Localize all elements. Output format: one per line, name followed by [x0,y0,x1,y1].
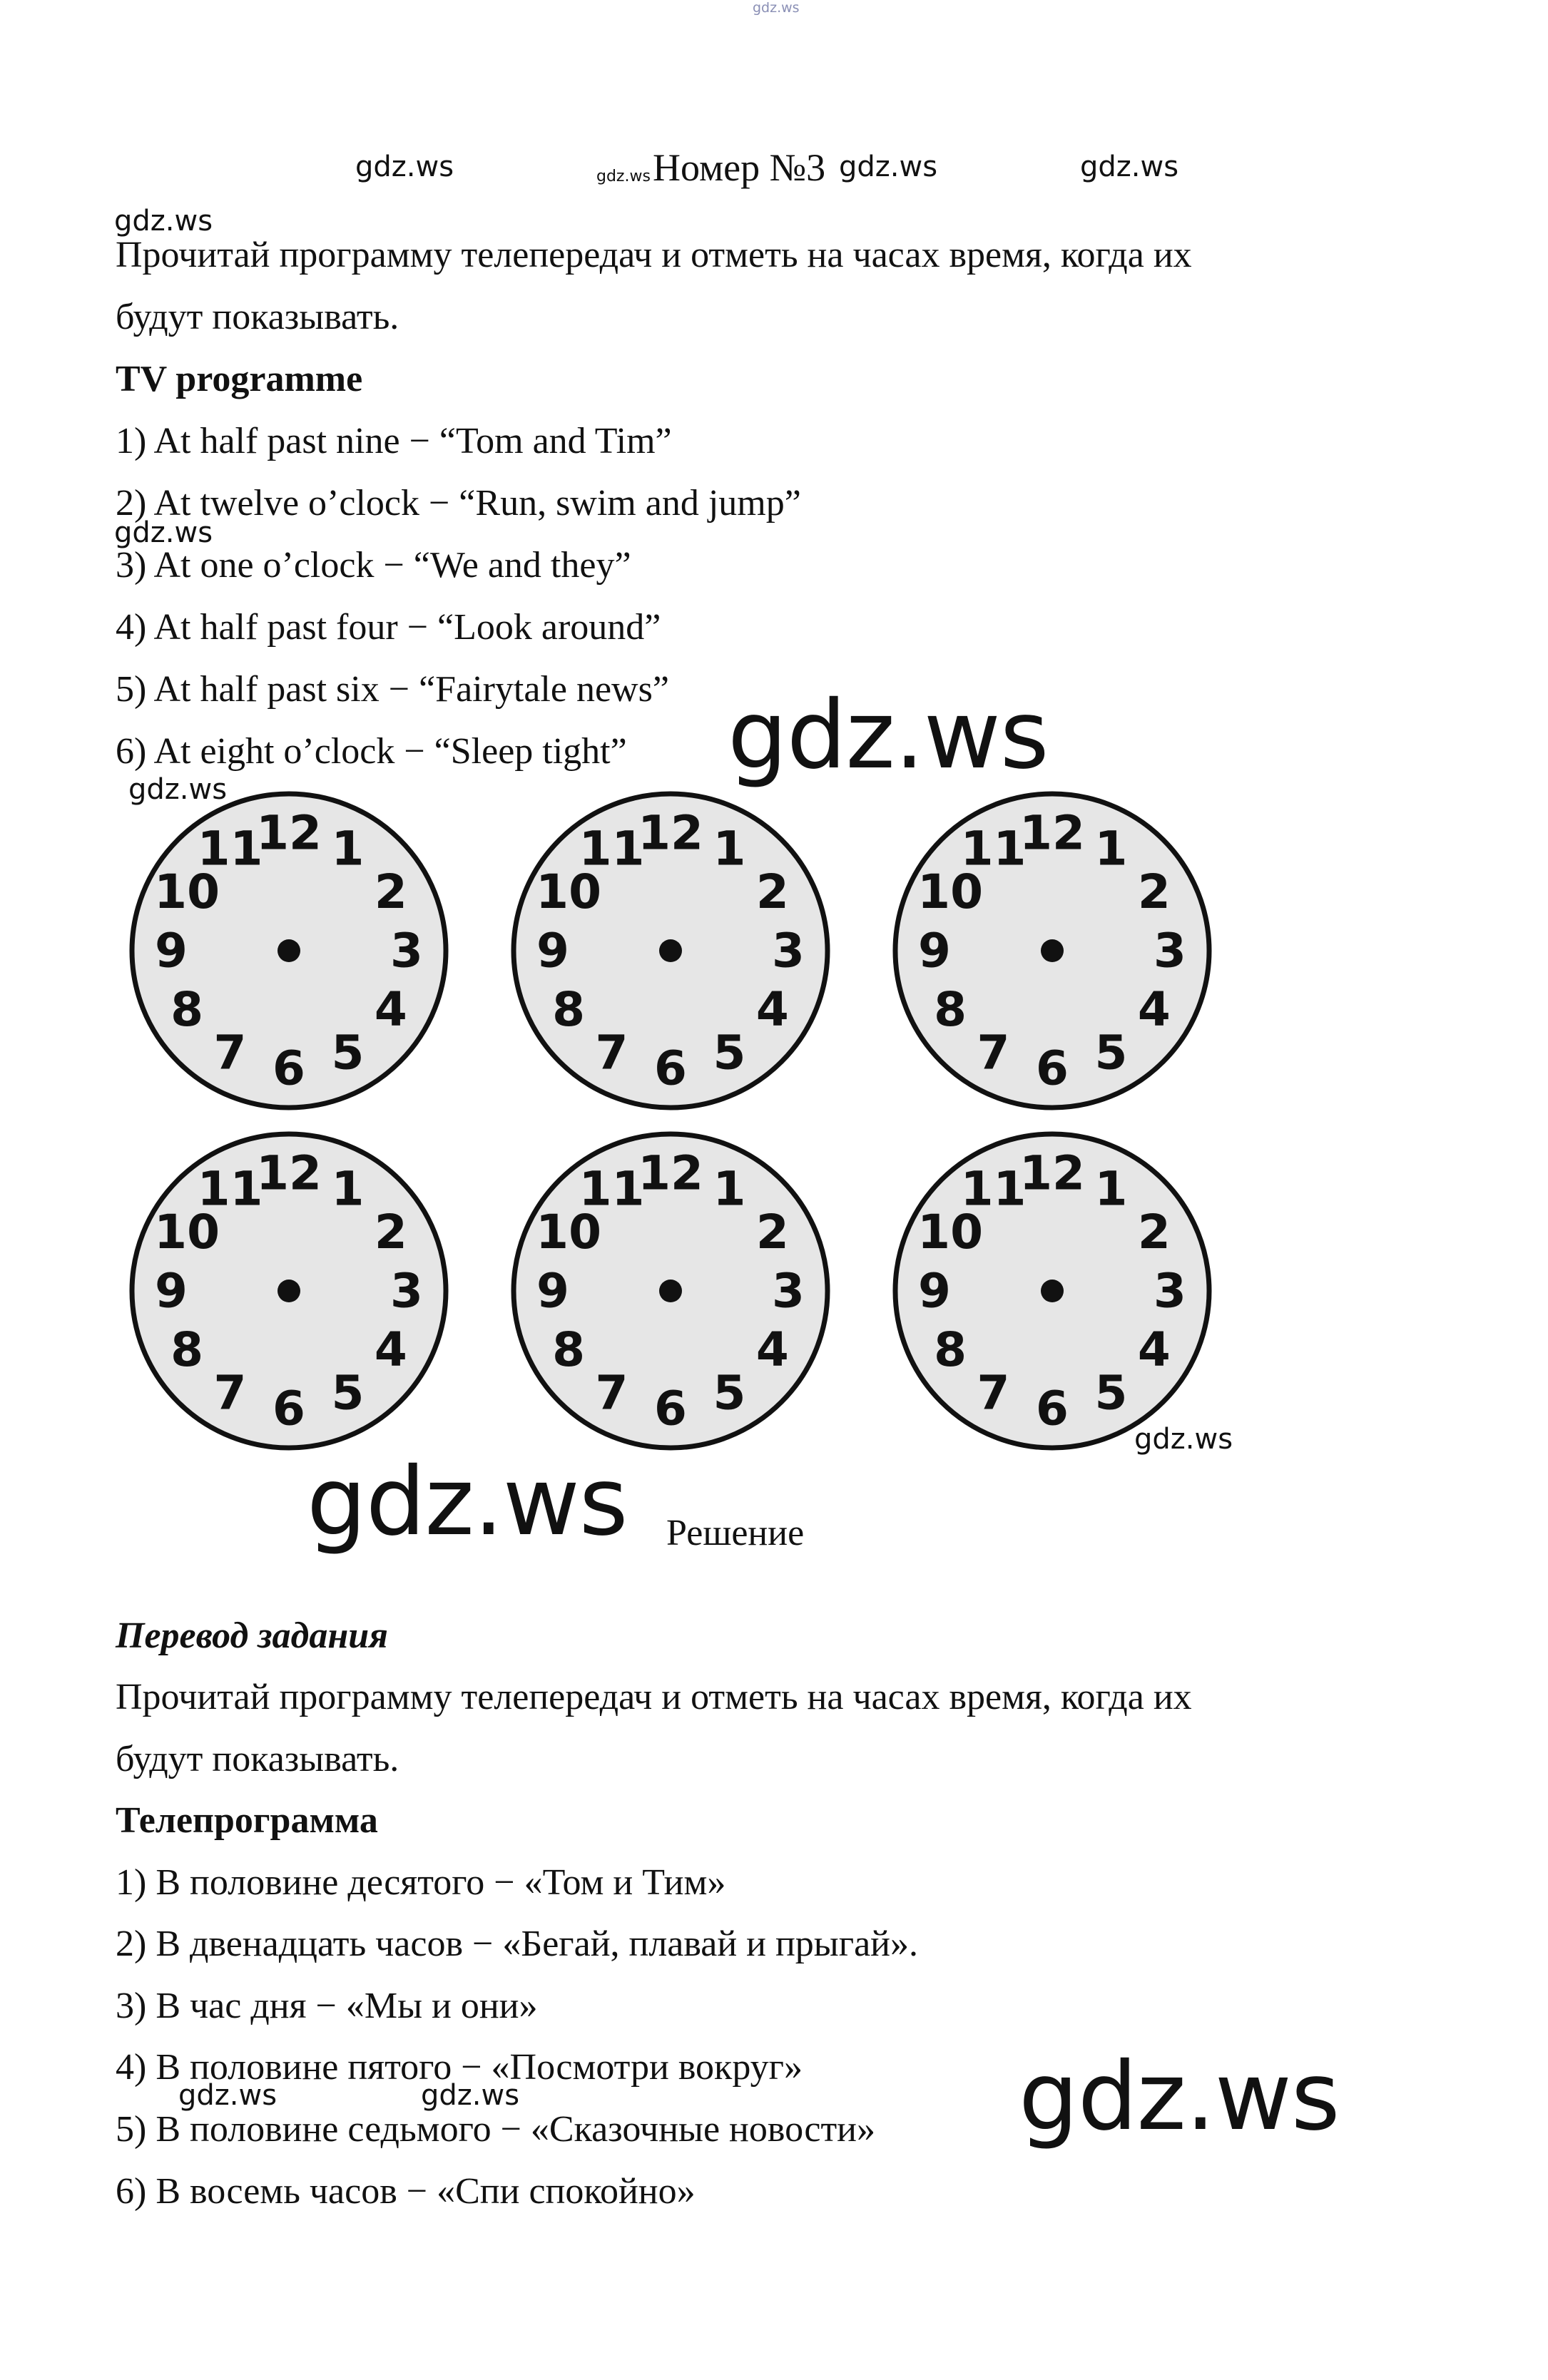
watermark-large-2: gdz.ws [307,1447,628,1557]
clock-number: 10 [917,1205,984,1260]
clock-3 [895,794,1209,1108]
translation-item-3: 3) В час дня − «Мы и они» [116,1986,538,2026]
clock-number: 8 [934,1322,967,1377]
clock-number: 3 [390,923,423,979]
clock-number: 3 [1154,1263,1186,1319]
task-item-4: 4) At half past four − “Look around” [116,607,661,648]
clock-number: 4 [755,1322,789,1377]
clock-number: 1 [331,821,365,877]
clock-center-dot [659,939,682,962]
watermark-bottom-2: gdz.ws [421,2079,520,2112]
clock-number: 5 [713,1365,746,1421]
task-heading: TV programme [116,359,363,399]
clock-center-dot [659,1280,682,1302]
clock-number: 1 [713,821,746,877]
clock-number: 3 [390,1263,423,1319]
clock-number: 6 [1036,1041,1069,1096]
clock-number: 12 [1019,805,1085,861]
translation-item-4: 4) В половине пятого − «Посмотри вокруг» [116,2047,803,2088]
clock-number: 5 [1094,1365,1128,1421]
clock-number: 6 [273,1041,305,1096]
task-item-2: 2) At twelve o’clock − “Run, swim and jump” [116,483,801,524]
clock-number: 6 [654,1381,687,1436]
clock-number: 1 [1094,1161,1128,1217]
clock-number: 11 [579,821,645,877]
clock-number: 4 [1137,982,1171,1037]
clock-number: 11 [197,1161,263,1217]
clock-number: 7 [977,1025,1010,1081]
clock-number: 8 [552,982,586,1037]
clock-number: 12 [1019,1145,1085,1201]
clock-number: 8 [170,982,204,1037]
clock-number: 7 [213,1025,247,1081]
clock-number: 2 [374,1205,407,1260]
clock-number: 2 [1137,864,1171,919]
clock-number: 5 [331,1365,365,1421]
clock-number: 8 [170,1322,204,1377]
clock-center-dot [277,939,300,962]
clock-number: 7 [977,1365,1010,1421]
watermark-large-3: gdz.ws [1019,2042,1340,2152]
clock-number: 12 [638,1145,703,1201]
clock-number: 12 [638,805,703,861]
translation-instruction-line-1: Прочитай программу телепередач и отметь на часах время, когда их [116,1677,1192,1717]
watermark-header-left: gdz.ws [355,150,454,183]
watermark-header-far-right: gdz.ws [1080,150,1179,183]
clock-number: 11 [960,821,1027,877]
clock-number: 5 [331,1025,365,1081]
watermark-large-1: gdz.ws [728,680,1049,790]
clock-number: 1 [1094,821,1128,877]
clock-number: 11 [960,1161,1027,1217]
task-item-1: 1) At half past nine − “Tom and Tim” [116,421,672,461]
watermark-header-small: gdz.ws [596,168,651,185]
clock-number: 6 [273,1381,305,1436]
clock-number: 5 [713,1025,746,1081]
clock-number: 4 [755,982,789,1037]
clock-number: 2 [755,1205,789,1260]
task-item-6: 6) At eight o’clock − “Sleep tight” [116,731,627,772]
clock-number: 9 [536,923,569,979]
clock-number: 8 [552,1322,586,1377]
clock-number: 9 [155,923,188,979]
clock-5 [514,1134,828,1448]
translation-heading: Перевод задания [116,1615,388,1656]
watermark-header-right: gdz.ws [839,150,938,183]
clock-number: 3 [1154,923,1186,979]
clock-number: 2 [755,864,789,919]
clock-number: 5 [1094,1025,1128,1081]
watermark-top-tiny: gdz.ws [753,0,800,16]
translation-item-5: 5) В половине седьмого − «Сказочные новости» [116,2109,876,2150]
watermark-left-3: gdz.ws [128,773,228,806]
clock-number: 6 [654,1041,687,1096]
translation-subheading: Телепрограмма [116,1800,378,1841]
clock-number: 7 [595,1025,628,1081]
clock-number: 9 [918,923,951,979]
clock-number: 4 [374,1322,407,1377]
clock-number: 10 [917,864,984,919]
clock-number: 10 [536,1205,602,1260]
clock-number: 3 [772,1263,805,1319]
clock-number: 2 [374,864,407,919]
translation-instruction-line-2: будут показывать. [116,1739,399,1779]
task-item-5: 5) At half past six − “Fairytale news” [116,669,669,710]
clock-number: 11 [579,1161,645,1217]
clock-number: 8 [934,982,967,1037]
watermark-left-1: gdz.ws [114,205,213,238]
task-item-3: 3) At one o’clock − “We and they” [116,545,631,586]
clock-number: 6 [1036,1381,1069,1436]
clock-number: 1 [713,1161,746,1217]
clock-number: 10 [536,864,602,919]
translation-item-2: 2) В двенадцать часов − «Бегай, плавай и прыгай». [116,1924,918,1964]
clock-number: 9 [918,1263,951,1319]
clock-number: 10 [154,1205,220,1260]
clock-number: 1 [331,1161,365,1217]
clock-1 [132,794,446,1108]
clock-number: 4 [1137,1322,1171,1377]
clock-number: 3 [772,923,805,979]
task-instruction-line-2: будут показывать. [116,297,399,337]
clock-number: 7 [595,1365,628,1421]
clock-center-dot [1041,939,1064,962]
translation-item-6: 6) В восемь часов − «Спи спокойно» [116,2171,696,2212]
clock-number: 2 [1137,1205,1171,1260]
clock-4 [132,1134,446,1448]
clock-2 [514,794,828,1108]
clock-number: 4 [374,982,407,1037]
clock-number: 12 [256,805,322,861]
clock-6 [895,1134,1209,1448]
solution-label: Решение [666,1513,805,1553]
clock-number: 9 [536,1263,569,1319]
watermark-right-clocks: gdz.ws [1134,1423,1233,1456]
clock-center-dot [277,1280,300,1302]
clock-number: 9 [155,1263,188,1319]
clock-number: 10 [154,864,220,919]
clock-center-dot [1041,1280,1064,1302]
task-instruction-line-1: Прочитай программу телепередач и отметь на часах время, когда их [116,235,1192,275]
clock-number: 11 [197,821,263,877]
clock-number: 12 [256,1145,322,1201]
clock-number: 7 [213,1365,247,1421]
page-title: Номер №3 [653,146,826,189]
watermark-left-2: gdz.ws [114,516,213,549]
translation-item-1: 1) В половине десятого − «Том и Тим» [116,1862,726,1903]
watermark-bottom-1: gdz.ws [178,2079,277,2112]
